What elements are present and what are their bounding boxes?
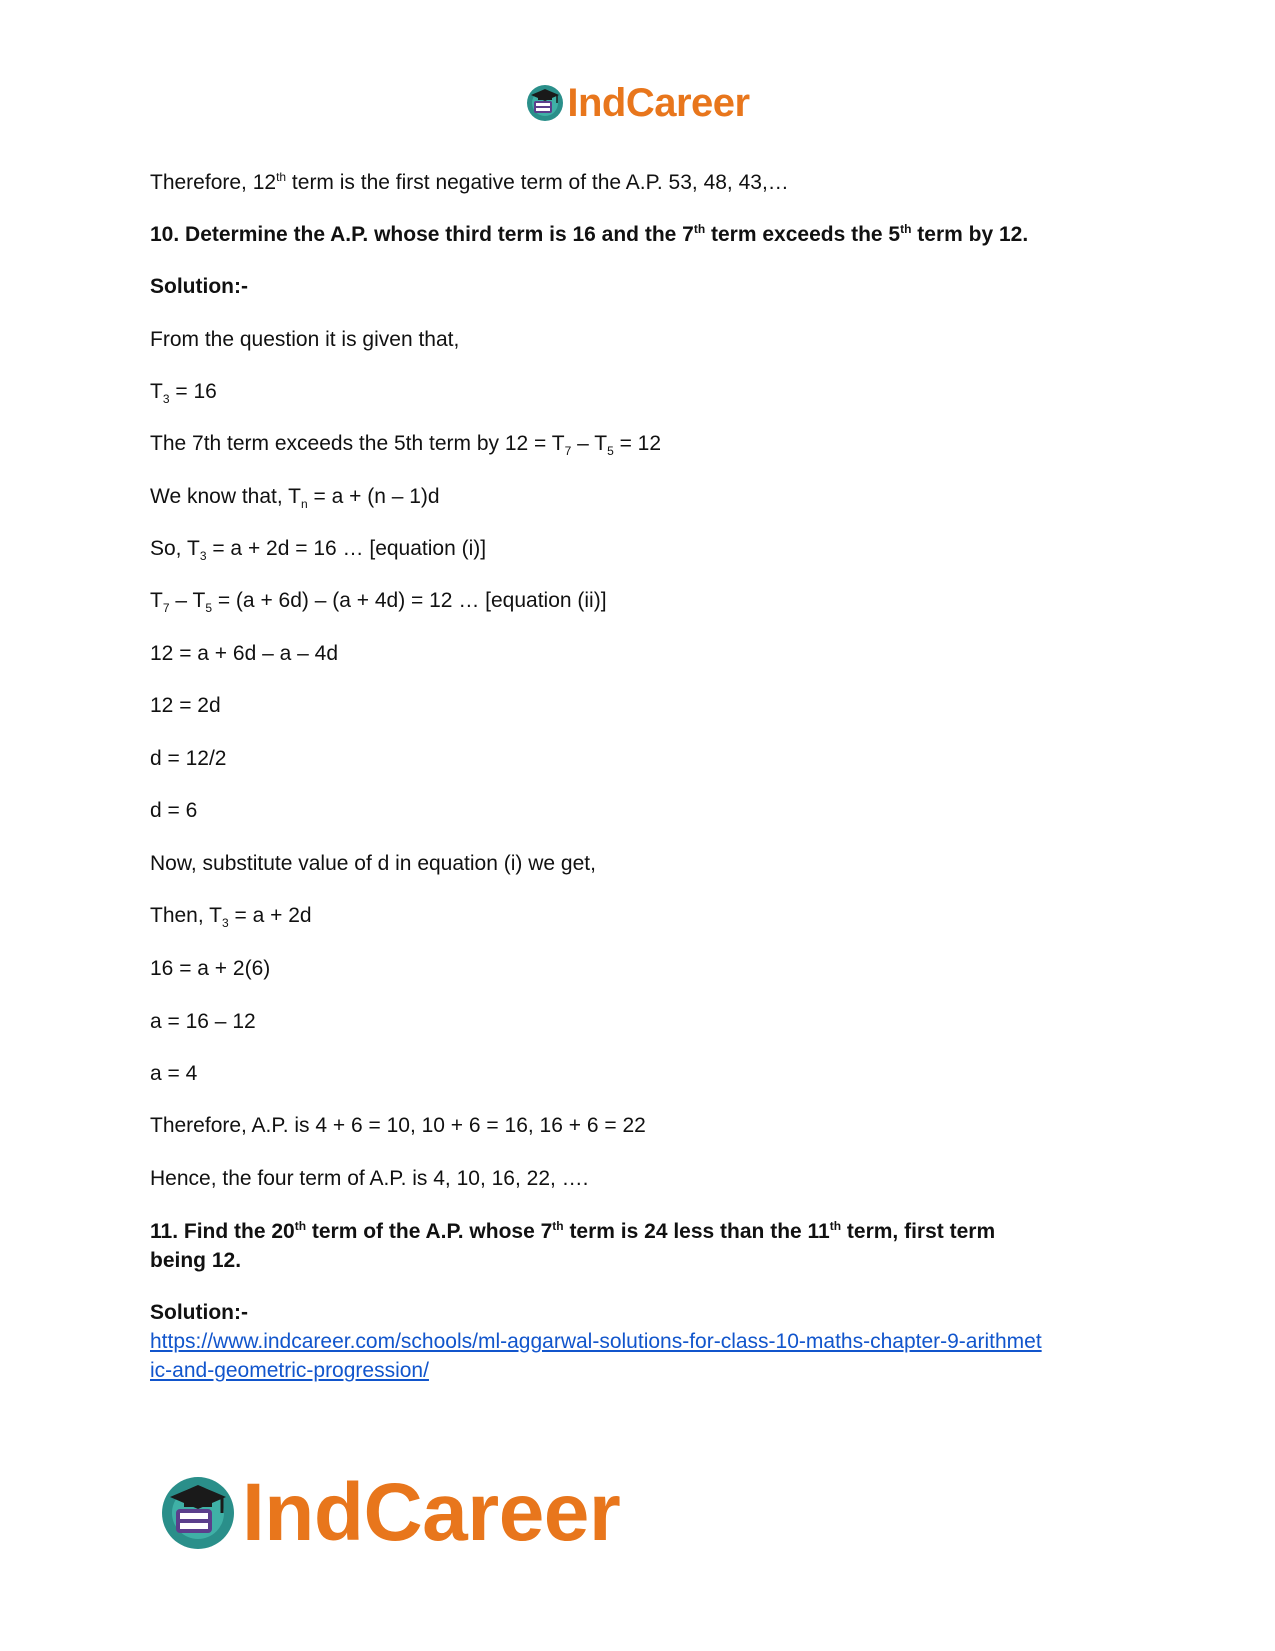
step-line: 16 = a + 2(6): [150, 957, 271, 980]
equation-t3: [150, 377, 217, 407]
solution-heading: Solution:-: [150, 275, 248, 298]
footer-logo: [158, 1466, 620, 1556]
text: term exceeds the 5: [705, 223, 901, 246]
text: T: [150, 589, 163, 612]
subscript: 7: [564, 444, 572, 459]
header-logo: [0, 78, 1275, 128]
text: 11. Find the 20: [150, 1220, 295, 1243]
text: = (a + 6d) – (a + 4d) = 12 … [equation (ii)]: [212, 589, 607, 612]
formula-tn: [150, 482, 440, 512]
superscript: th: [900, 222, 912, 236]
text: The 7th term exceeds the 5th term by 12 = T: [150, 432, 565, 455]
text: term is the first negative term of the A.P. 53, 48, 43,…: [286, 171, 789, 194]
text: = a + (n – 1)d: [307, 485, 440, 508]
subscript: 5: [205, 601, 212, 616]
subscript: 7: [162, 601, 170, 616]
text: term, first term: [841, 1220, 996, 1243]
step-line: Therefore, A.P. is 4 + 6 = 10, 10 + 6 = 16, 16 + 6 = 22: [150, 1114, 646, 1137]
subscript: n: [300, 497, 308, 512]
solution-link[interactable]: https://www.indcareer.com/schools/ml-aggarwal-solutions-for-class-10-maths-chapter-9-arithmet: [150, 1330, 1042, 1353]
text: So, T: [150, 537, 200, 560]
text: We know that, T: [150, 485, 301, 508]
subscript: 3: [199, 549, 207, 564]
step-line: a = 4: [150, 1062, 198, 1085]
question-11-continued: being 12.: [150, 1249, 242, 1272]
superscript: th: [276, 170, 287, 184]
text: term of the A.P. whose 7: [306, 1220, 553, 1243]
graduation-book-icon: [525, 83, 565, 123]
text: = 12: [613, 432, 662, 455]
text: 10. Determine the A.P. whose third term is 16 and the 7: [150, 223, 694, 246]
step-line: d = 12/2: [150, 747, 227, 770]
solution-heading: Solution:-: [150, 1301, 248, 1324]
step-line: Now, substitute value of d in equation (i) we get,: [150, 852, 596, 875]
paragraph-conclusion: [150, 168, 789, 198]
step-line: 12 = 2d: [150, 694, 221, 717]
superscript: th: [829, 1219, 842, 1233]
superscript: th: [693, 222, 706, 236]
equation-ii: [150, 586, 607, 616]
text: – T: [169, 589, 206, 612]
graduation-book-icon: [158, 1473, 238, 1553]
logo-text: IndCareer: [567, 80, 750, 125]
subscript: 3: [221, 916, 229, 931]
text: T: [150, 380, 163, 403]
step-line: [150, 901, 312, 931]
indcareer-logo: [525, 81, 749, 126]
logo-text: IndCareer: [242, 1467, 621, 1558]
subscript: 3: [162, 392, 170, 407]
text: – T: [571, 432, 608, 455]
equation-i: [150, 534, 486, 564]
text: = 16: [169, 380, 217, 403]
step-line: a = 16 – 12: [150, 1010, 256, 1033]
question-11: [150, 1217, 995, 1247]
paragraph-given: From the question it is given that,: [150, 328, 460, 351]
superscript: th: [294, 1219, 307, 1233]
subscript: 5: [607, 444, 614, 459]
text: Therefore, 12: [150, 171, 277, 194]
question-10: [150, 220, 1028, 250]
step-line: 12 = a + 6d – a – 4d: [150, 642, 338, 665]
indcareer-logo: [158, 1466, 620, 1560]
text: = a + 2d: [228, 904, 312, 927]
solution-link-continued[interactable]: ic-and-geometric-progression/: [150, 1359, 429, 1382]
text: = a + 2d = 16 … [equation (i)]: [206, 537, 487, 560]
step-line: d = 6: [150, 799, 198, 822]
text: term by 12.: [911, 223, 1029, 246]
text: term is 24 less than the 11: [563, 1220, 830, 1243]
paragraph-exceeds: [150, 429, 661, 459]
superscript: th: [552, 1219, 564, 1233]
text: Then, T: [150, 904, 222, 927]
step-line: Hence, the four term of A.P. is 4, 10, 16, 22, ….: [150, 1167, 589, 1190]
